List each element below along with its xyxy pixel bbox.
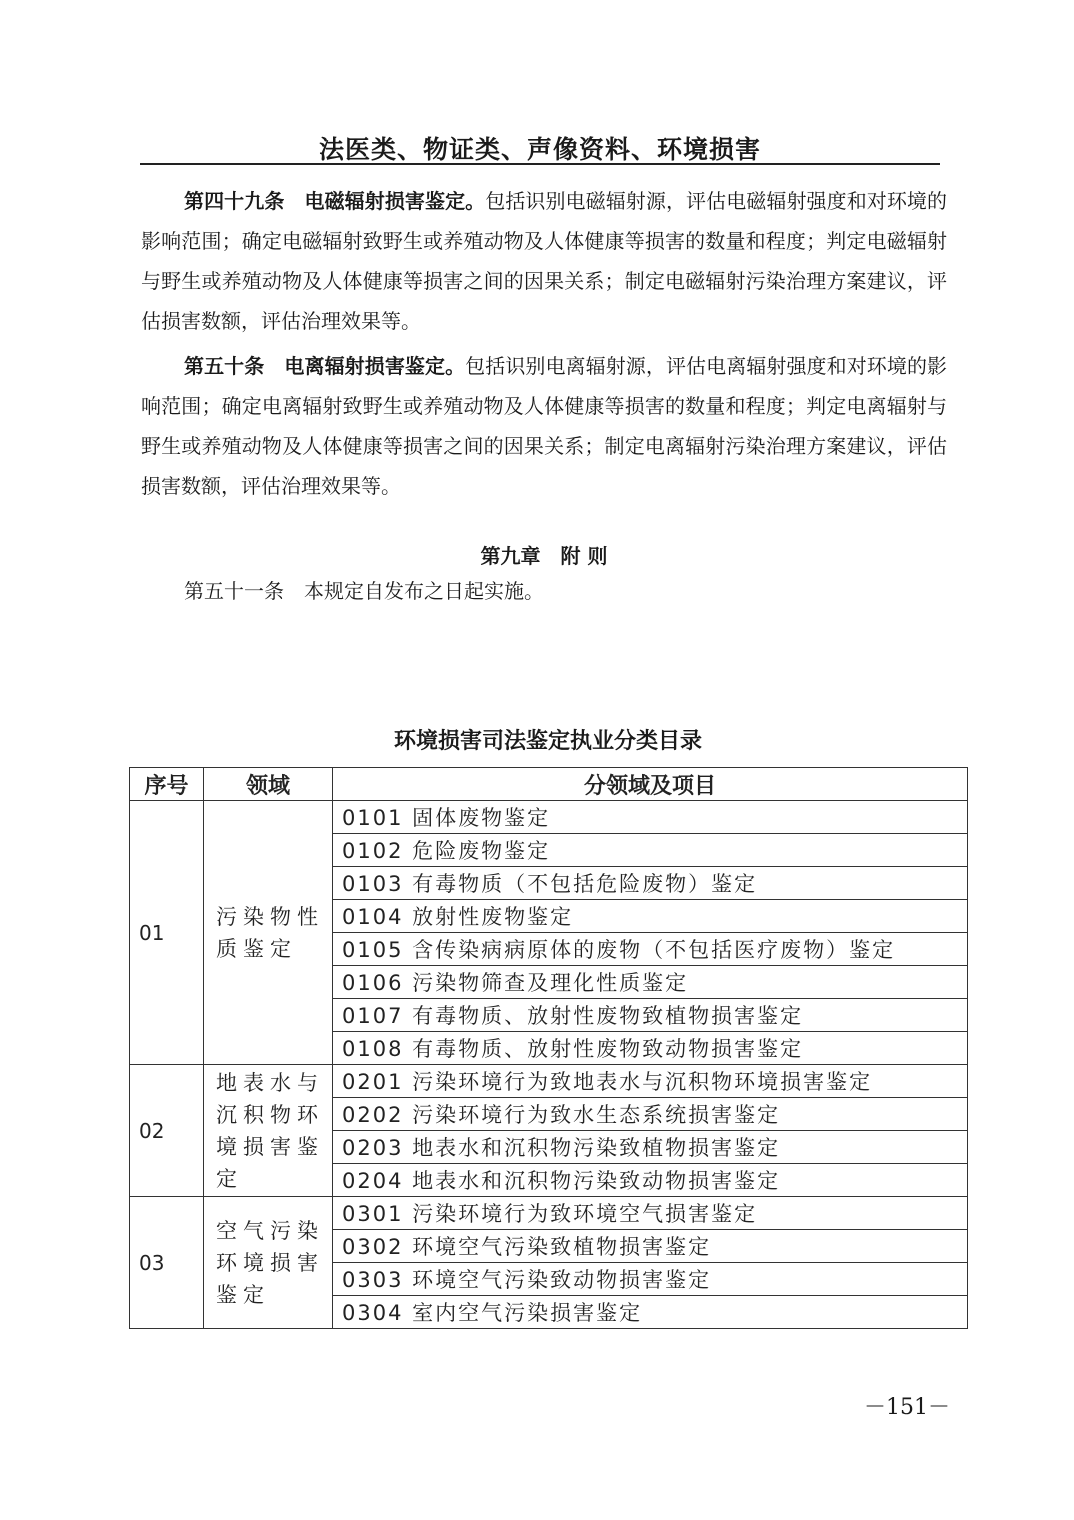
catalog-body <box>130 801 968 1329</box>
catalog-item: 0102 危险废物鉴定 <box>333 834 968 867</box>
chapter-heading: 第九章 附 则 <box>480 544 608 568</box>
article-51-label: 第五十一条 <box>184 579 284 603</box>
page-number: －151－ <box>864 1395 950 1420</box>
article-49-text: 包括识别电磁辐射源，评估电磁辐射强度和对环境的影响范围；确定电磁辐射致野生或养殖动物及人体健康等损害的数量和程度；判定电磁辐射与野生或养殖动物及人体健康等损害之间的因果关系；制定电磁辐射污染治理方案建议，评估损害数额，评估治理效果等。 <box>141 189 948 333</box>
catalog-item: 0303 环境空气污染致动物损害鉴定 <box>333 1263 968 1296</box>
article-50-label: 第五十条 <box>184 354 265 378</box>
header-code: 序号 <box>130 768 204 801</box>
group-field: 污染物性质鉴定 <box>204 801 333 1065</box>
header-rule <box>140 163 940 165</box>
article-51 <box>141 571 947 611</box>
article-50-text: 包括识别电离辐射源，评估电离辐射强度和对环境的影响范围；确定电离辐射致野生或养殖动物及人体健康等损害的数量和程度；判定电离辐射与野生或养殖动物及人体健康等损害之间的因果关系；制定电离辐射污染治理方案建议，评估损害数额，评估治理效果等。 <box>141 354 948 498</box>
catalog-item: 0302 环境空气污染致植物损害鉴定 <box>333 1230 968 1263</box>
catalog-item: 0101 固体废物鉴定 <box>333 801 968 834</box>
catalog-table <box>129 767 968 1329</box>
catalog-title: 环境损害司法鉴定执业分类目录 <box>393 729 702 754</box>
article-50 <box>141 346 947 506</box>
catalog-item: 0105 含传染病病原体的废物（不包括医疗废物）鉴定 <box>333 933 968 966</box>
header-items: 分领域及项目 <box>333 768 968 801</box>
header-field: 领域 <box>204 768 333 801</box>
table-row <box>130 1065 968 1098</box>
group-field: 地表水与沉积物环境损害鉴定 <box>204 1065 333 1197</box>
group-code: 01 <box>130 801 204 1065</box>
group-code: 02 <box>130 1065 204 1197</box>
table-row <box>130 1197 968 1230</box>
article-50-heading: 电离辐射损害鉴定。 <box>284 354 466 378</box>
catalog-item: 0104 放射性废物鉴定 <box>333 900 968 933</box>
group-code: 03 <box>130 1197 204 1329</box>
catalog-item: 0301 污染环境行为致环境空气损害鉴定 <box>333 1197 968 1230</box>
catalog-item: 0304 室内空气污染损害鉴定 <box>333 1296 968 1329</box>
catalog-item: 0108 有毒物质、放射性废物致动物损害鉴定 <box>333 1032 968 1065</box>
table-row <box>130 801 968 834</box>
article-49 <box>141 181 947 341</box>
catalog-item: 0203 地表水和沉积物污染致植物损害鉴定 <box>333 1131 968 1164</box>
article-49-label: 第四十九条 <box>184 189 285 213</box>
catalog-item: 0106 污染物筛查及理化性质鉴定 <box>333 966 968 999</box>
catalog-item: 0202 污染环境行为致水生态系统损害鉴定 <box>333 1098 968 1131</box>
running-header: 法医类、物证类、声像资料、环境损害 <box>318 135 761 164</box>
catalog-item: 0103 有毒物质（不包括危险废物）鉴定 <box>333 867 968 900</box>
article-49-heading: 电磁辐射损害鉴定。 <box>304 189 486 213</box>
catalog-item: 0107 有毒物质、放射性废物致植物损害鉴定 <box>333 999 968 1032</box>
group-field: 空气污染环境损害鉴定 <box>204 1197 333 1329</box>
article-51-text: 本规定自发布之日起实施。 <box>304 579 544 603</box>
catalog-item: 0204 地表水和沉积物污染致动物损害鉴定 <box>333 1164 968 1197</box>
table-header-row <box>130 768 968 801</box>
catalog-item: 0201 污染环境行为致地表水与沉积物环境损害鉴定 <box>333 1065 968 1098</box>
